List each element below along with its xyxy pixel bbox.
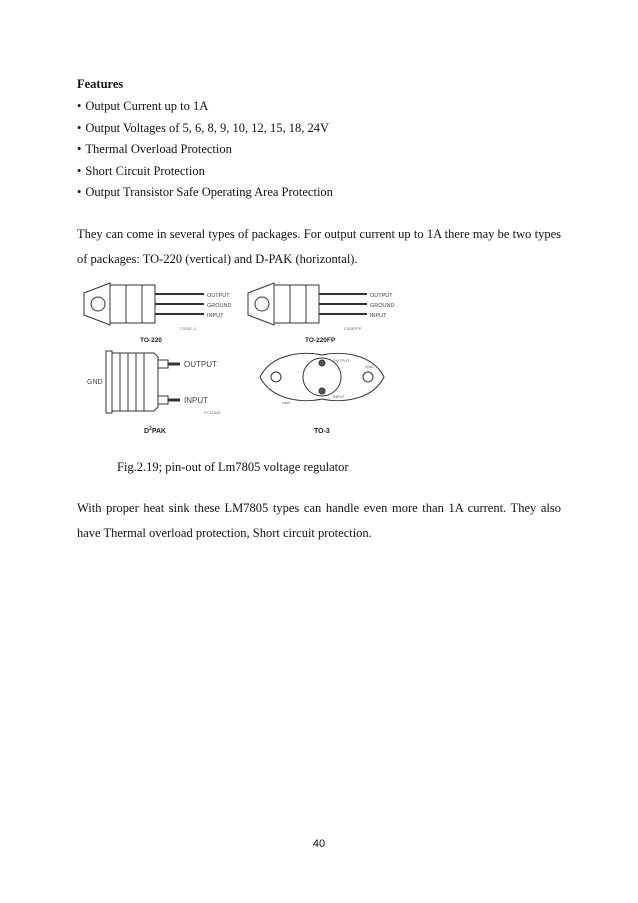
to220fp-code: CS057FP	[344, 326, 362, 331]
d2pak-name-prefix: D	[144, 428, 150, 435]
to3-case-label: case	[282, 400, 291, 405]
d2pak-name-suffix: PAK	[151, 428, 167, 435]
list-item	[77, 98, 333, 120]
bullet-glyph: •	[77, 120, 82, 135]
to220-name: TO-220	[140, 337, 162, 344]
packages-paragraph: They can come in several types of packages. For output current up to 1A there may be two types of packages: TO-220 (vertical) and D-PAK (horizontal).	[77, 227, 561, 266]
bullet-glyph: •	[77, 142, 82, 156]
feature-text: Thermal Overload Protection	[85, 142, 232, 156]
heatsink-paragraph: With proper heat sink these LM7805 types can handle even more than 1A current. They also have Thermal overload protection, Short circuit protection.	[77, 501, 561, 540]
to220fp-pin-label: GROUND	[370, 303, 395, 309]
d2pak-code: PC11920	[204, 410, 221, 415]
page-number: 40	[312, 838, 326, 850]
d2pak-name	[144, 426, 166, 435]
feature-text: Output Current up to 1A	[85, 99, 209, 113]
to220fp-package	[248, 283, 367, 325]
d2pak-gnd-label: GND	[87, 379, 103, 386]
feature-text: Output Voltages of 5, 6, 8, 9, 10, 12, 15, 18, 24V	[85, 120, 330, 135]
to220-pin-label: GROUND	[207, 303, 232, 309]
list-item	[77, 184, 333, 206]
bullet-glyph: •	[77, 163, 82, 178]
to220-pin-label: OUTPUT	[207, 293, 230, 299]
pinout-figure	[82, 281, 412, 447]
to220-pin-label: INPUT	[207, 313, 224, 319]
bullet-glyph: •	[77, 99, 82, 113]
list-item	[77, 120, 333, 142]
d2pak-pin-label: INPUT	[184, 396, 208, 405]
to220-package	[84, 283, 204, 325]
d2pak-package	[106, 351, 180, 413]
to3-pin-label: GND	[365, 364, 374, 369]
feature-text: Short Circuit Protection	[85, 163, 205, 178]
to3-package	[260, 353, 384, 400]
bullet-glyph: •	[77, 185, 82, 199]
to3-pin-label: OUTPUT	[333, 358, 350, 363]
features-heading: Features	[77, 77, 124, 91]
to220-code: CS057-3	[180, 326, 196, 331]
d2pak-name-superscript: 2	[149, 426, 152, 432]
figure-caption: Fig.2.19; pin-out of Lm7805 voltage regulator	[117, 460, 349, 474]
to220fp-pin-label: INPUT	[370, 313, 387, 319]
list-item	[77, 141, 333, 163]
to220fp-name: TO-220FP	[305, 337, 336, 344]
pinout-diagram	[82, 281, 412, 447]
features-list	[77, 98, 333, 206]
to3-pin-label: INPUT	[333, 394, 345, 399]
list-item	[77, 163, 333, 185]
to3-name: TO-3	[314, 428, 330, 435]
d2pak-pin-label: OUTPUT	[184, 360, 217, 369]
feature-text: Output Transistor Safe Operating Area Protection	[85, 185, 333, 199]
to220fp-pin-label: OUTPUT	[370, 293, 393, 299]
